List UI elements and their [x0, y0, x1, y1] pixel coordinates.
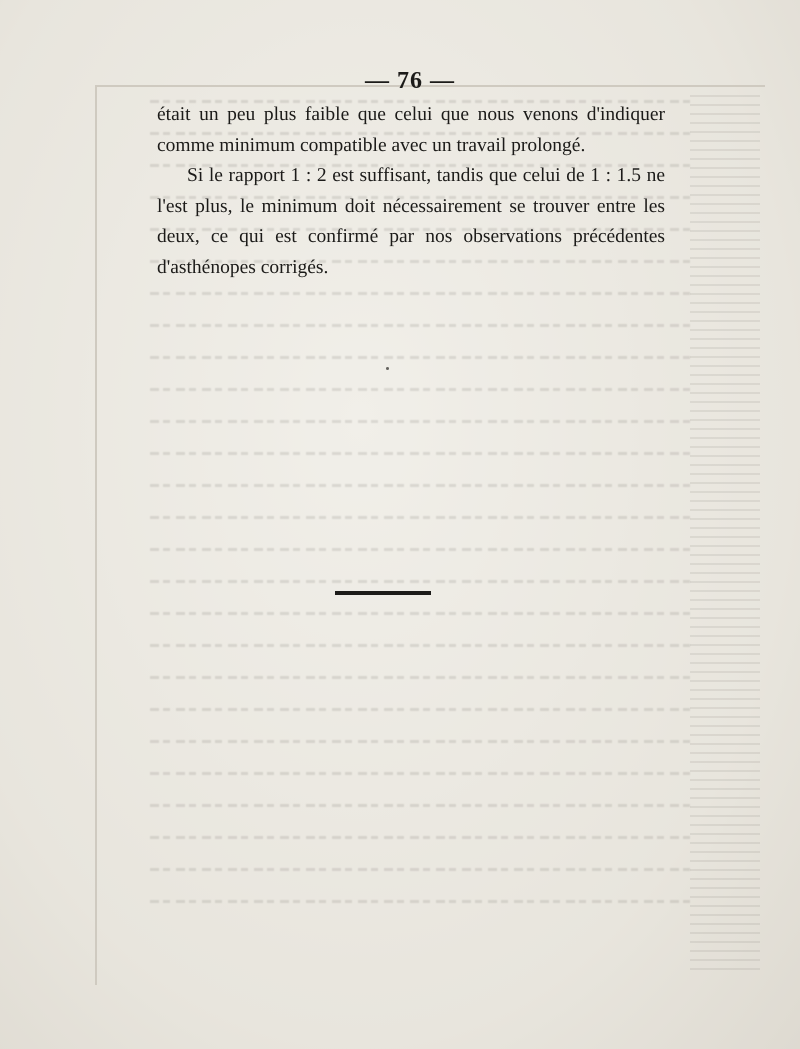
- page-number-header: — 76 —: [365, 68, 455, 94]
- paragraph-conclusion: Si le rapport 1 : 2 est suffisant, tandis que celui de 1 : 1.5 ne l'est plus, le minimum doit nécessairement se trouver entre les deux, ce qui est confirmé par nos observations précédentes d'asthénopes corrigés.: [157, 165, 665, 278]
- ink-speck: [386, 367, 389, 370]
- scan-frame-line-left: [95, 85, 97, 985]
- section-divider-rule: [335, 591, 431, 595]
- reverse-side-table-bleed: [690, 90, 760, 970]
- body-text: [157, 100, 665, 283]
- paragraph-continuation: était un peu plus faible que celui que nous venons d'indiquer comme minimum compatible avec un travail prolongé.: [157, 104, 665, 156]
